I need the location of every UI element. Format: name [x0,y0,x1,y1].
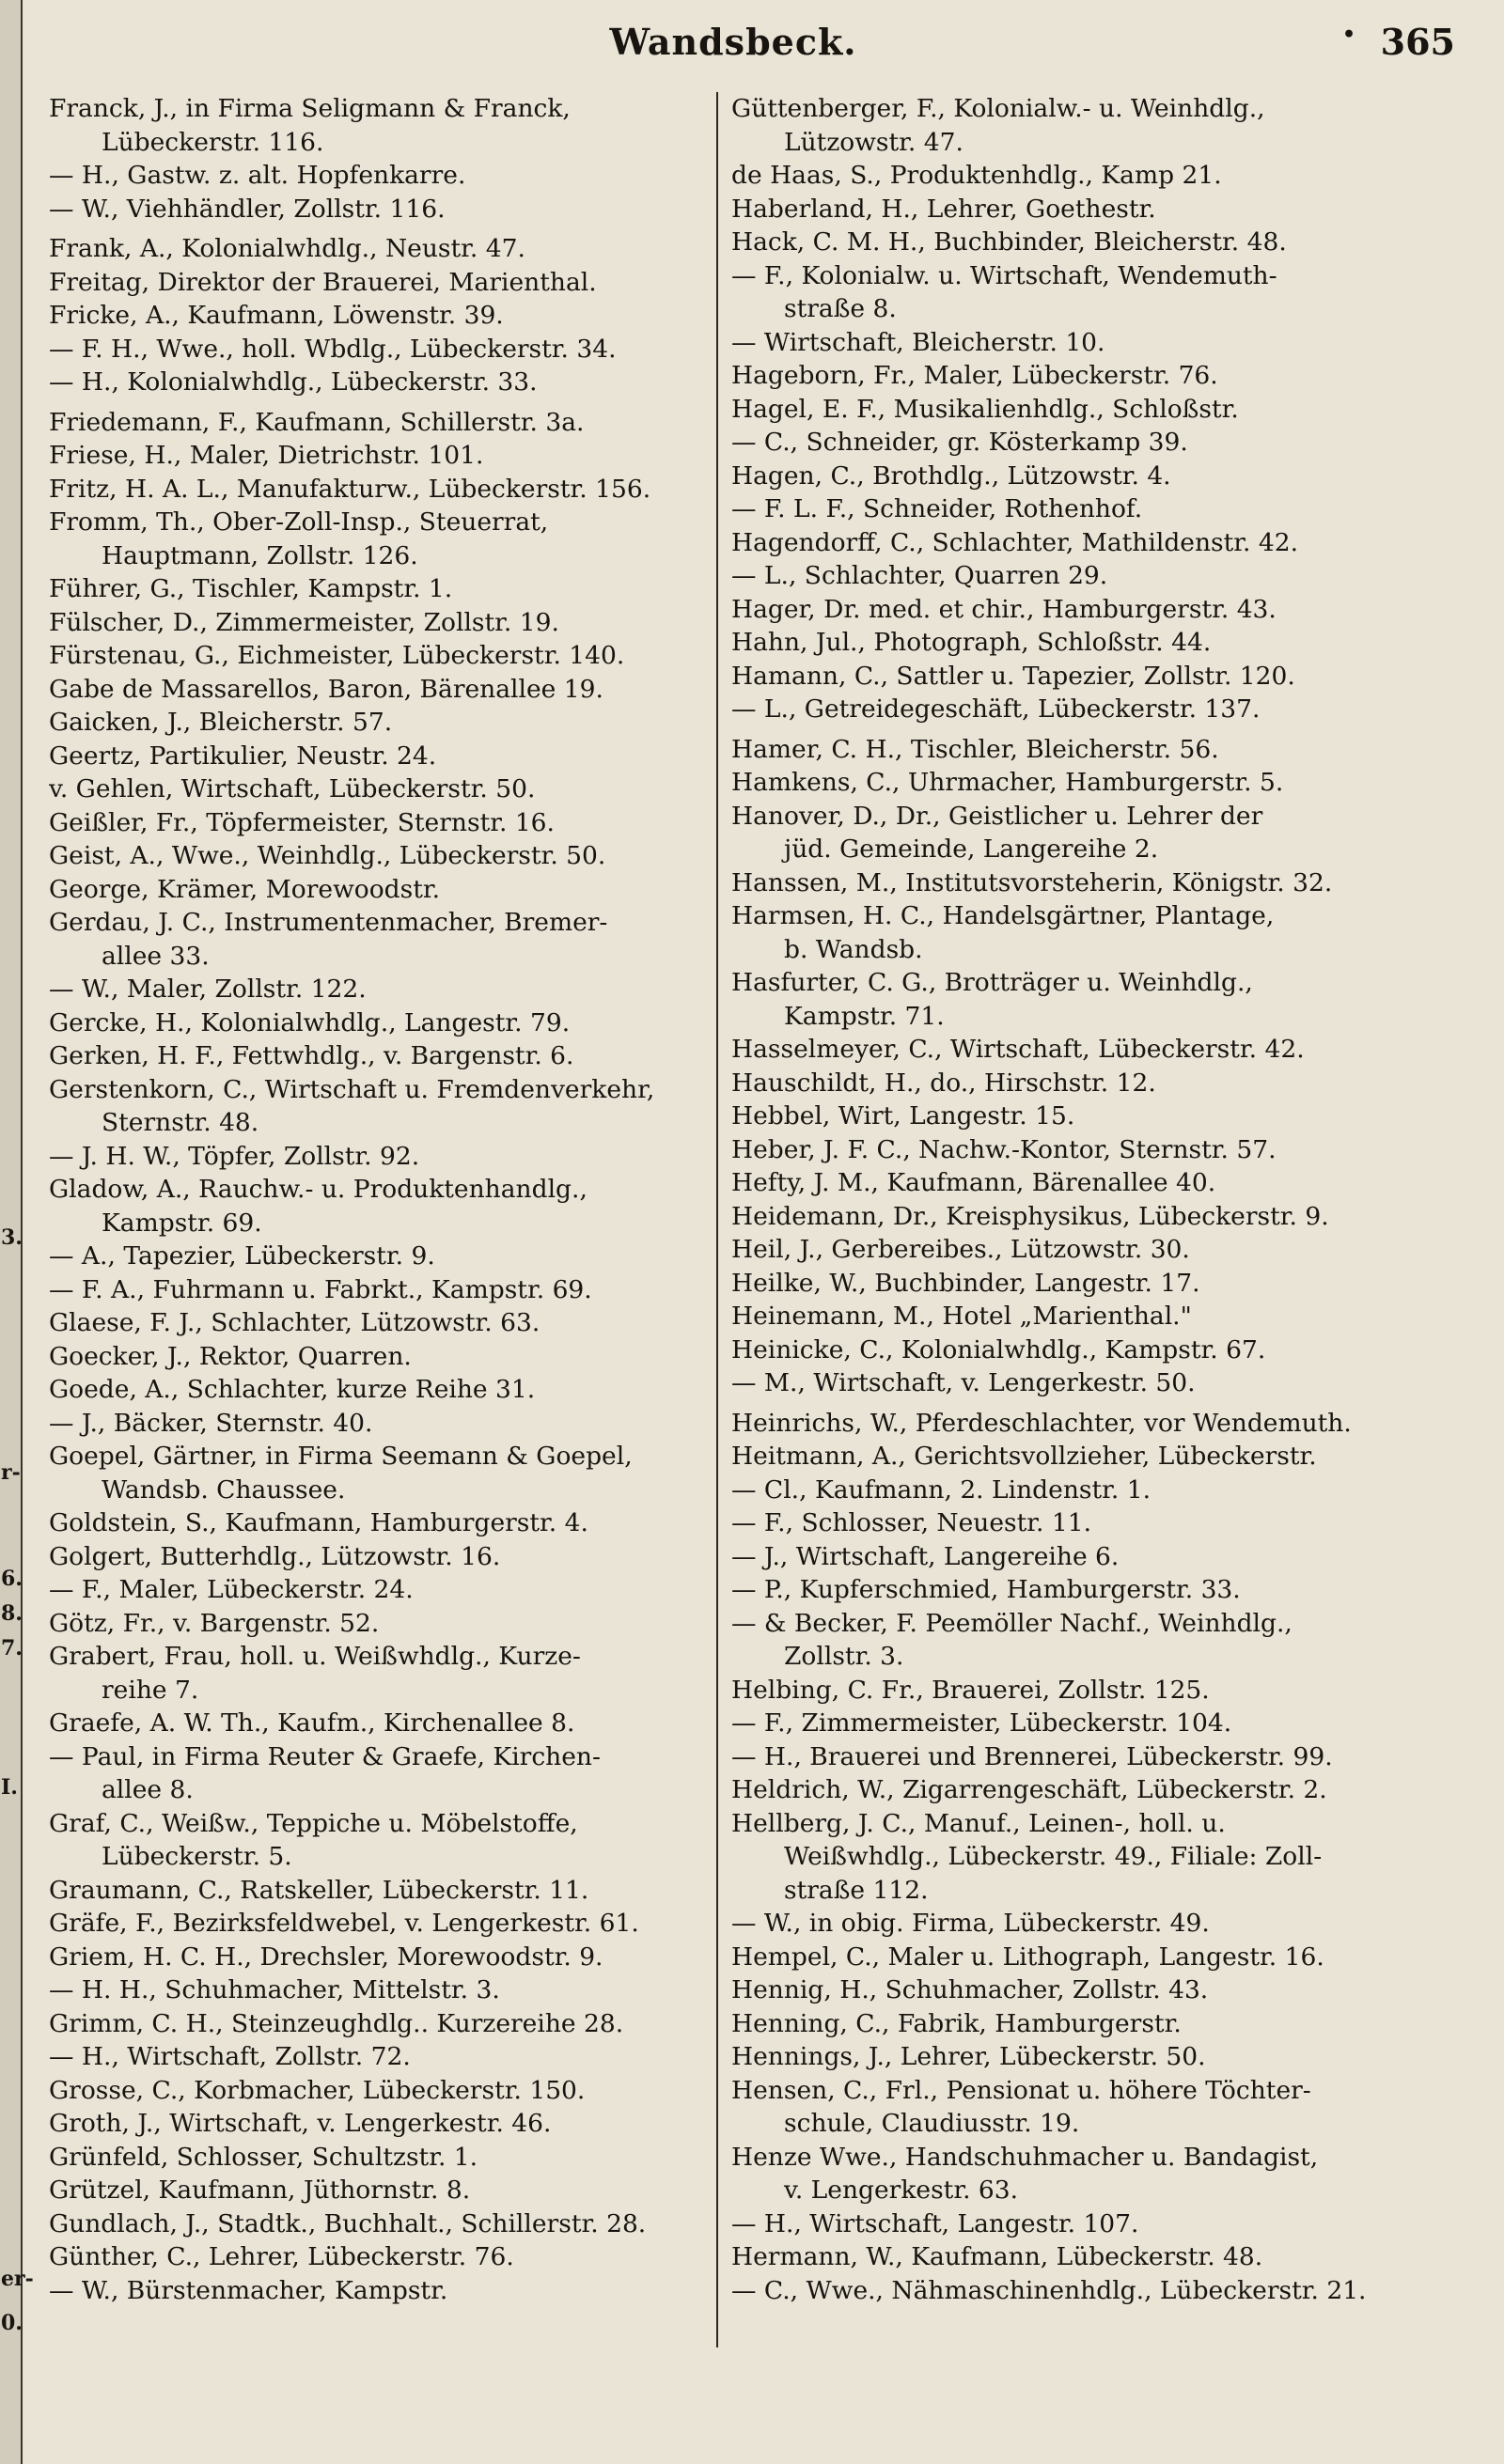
edge-fragment: 0. [1,2311,23,2335]
directory-entry: — F., Maler, Lübeckerstr. 24. [49,1575,414,1604]
adjacent-page-fragments [0,0,34,2464]
edge-fragment: r- [1,1460,21,1485]
entry-continuation-line: Hauptmann, Zollstr. 126. [102,540,418,570]
directory-entry: Henning, C., Fabrik, Hamburgerstr. [731,2008,1182,2038]
directory-entry: Hebbel, Wirt, Langestr. 15. [731,1101,1075,1131]
directory-entry: — H. H., Schuhmacher, Mittelstr. 3. [49,1975,500,2004]
directory-entry: — M., Wirtschaft, v. Lengerkestr. 50. [731,1368,1196,1397]
directory-entry: Hellberg, J. C., Manuf., Leinen-, holl. u. [731,1808,1226,1838]
directory-entry: Goepel, Gärtner, in Firma Seemann & Goepel, [49,1442,633,1471]
directory-entry: Harmsen, H. C., Handelsgärtner, Plantage, [731,901,1275,930]
directory-entry: Heldrich, W., Zigarrengeschäft, Lübeckerstr. 2. [731,1775,1327,1804]
directory-entry: Gercke, H., Kolonialwhdlg., Langestr. 79. [49,1007,571,1037]
directory-entry: Freitag, Direktor der Brauerei, Marienthal. [49,267,597,297]
directory-entry: Hahn, Jul., Photograph, Schloßstr. 44. [731,628,1212,657]
directory-entry: Günther, C., Lehrer, Lübeckerstr. 76. [49,2242,514,2271]
directory-entry: Glaese, F. J., Schlachter, Lützowstr. 63. [49,1308,540,1337]
directory-entry: de Haas, S., Produktenhdlg., Kamp 21. [731,161,1222,190]
directory-entry: Grützel, Kaufmann, Jüthornstr. 8. [49,2175,471,2205]
directory-entry: Grimm, C. H., Steinzeughdlg.. Kurzereihe 28. [49,2008,624,2038]
directory-entry: — J. H. W., Töpfer, Zollstr. 92. [49,1141,420,1171]
header-dot: • [1341,23,1355,47]
directory-entry: Hanover, D., Dr., Geistlicher u. Lehrer der [731,801,1263,831]
directory-entry: Heilke, W., Buchbinder, Langestr. 17. [731,1268,1200,1298]
entry-continuation-line: allee 8. [102,1775,194,1804]
directory-entry: Goede, A., Schlachter, kurze Reihe 31. [49,1375,536,1404]
directory-entry: Grünfeld, Schlosser, Schultzstr. 1. [49,2142,478,2172]
directory-entry: Grosse, C., Korbmacher, Lübeckerstr. 150. [49,2075,586,2105]
directory-entry: Geertz, Partikulier, Neustr. 24. [49,741,437,771]
directory-entry: — C., Schneider, gr. Kösterkamp 39. [731,428,1188,457]
directory-entry: Graumann, C., Ratskeller, Lübeckerstr. 11. [49,1875,589,1905]
directory-entry: Geist, A., Wwe., Weinhdlg., Lübeckerstr. 50. [49,841,606,870]
directory-entry: — H., Gastw. z. alt. Hopfenkarre. [49,161,466,190]
directory-entry: Fromm, Th., Ober-Zoll-Insp., Steuerrat, [49,507,549,537]
directory-entry: Götz, Fr., v. Bargenstr. 52. [49,1608,380,1638]
directory-entry: Gabe de Massarellos, Baron, Bärenallee 19. [49,674,603,704]
page-number: 365 [1380,21,1455,63]
directory-entry: — P., Kupferschmied, Hamburgerstr. 33. [731,1575,1241,1604]
directory-entry: — W., Bürstenmacher, Kampstr. [49,2275,448,2305]
directory-entry: Hennings, J., Lehrer, Lübeckerstr. 50. [731,2042,1206,2071]
directory-entry: George, Krämer, Morewoodstr. [49,874,441,904]
directory-entry: Hager, Dr. med. et chir., Hamburgerstr. 43. [731,594,1277,624]
directory-entry: — H., Wirtschaft, Langestr. 107. [731,2208,1139,2238]
directory-entry: Hack, C. M. H., Buchbinder, Bleicherstr. 48. [731,227,1287,257]
directory-entry: — H., Brauerei und Brennerei, Lübeckerstr. 99. [731,1741,1333,1771]
directory-entry: Hennig, H., Schuhmacher, Zollstr. 43. [731,1975,1209,2004]
edge-fragment: 8. [1,1601,23,1626]
directory-entry: Fülscher, D., Zimmermeister, Zollstr. 19. [49,607,559,637]
left-column [49,92,712,2307]
directory-entry: Hermann, W., Kaufmann, Lübeckerstr. 48. [731,2242,1263,2271]
entry-continuation-line: Kampstr. 71. [784,1001,945,1031]
directory-entry: Hamann, C., Sattler u. Tapezier, Zollstr. 120. [731,661,1295,691]
directory-entry: Friese, H., Maler, Dietrichstr. 101. [49,441,484,470]
directory-entry: Heidemann, Dr., Kreisphysikus, Lübeckerstr. 9. [731,1201,1329,1231]
directory-entry: — L., Schlachter, Quarren 29. [731,561,1108,590]
entry-continuation-line: Kampstr. 69. [102,1208,262,1238]
entry-continuation-line: reihe 7. [102,1675,199,1705]
directory-entry: Frank, A., Kolonialwhdlg., Neustr. 47. [49,234,525,263]
directory-entry: Heber, J. F. C., Nachw.-Kontor, Sternstr. 57. [731,1134,1277,1164]
directory-entry: Gerdau, J. C., Instrumentenmacher, Bremer- [49,908,608,937]
directory-entry: — & Becker, F. Peemöller Nachf., Weinhdlg., [731,1608,1292,1638]
directory-entry: — W., in obig. Firma, Lübeckerstr. 49. [731,1909,1210,1938]
directory-entry: Haberland, H., Lehrer, Goethestr. [731,194,1156,224]
directory-entry: — F., Schlosser, Neuestr. 11. [731,1508,1092,1537]
directory-entry: — Wirtschaft, Bleicherstr. 10. [731,327,1105,357]
directory-entry: Golgert, Butterhdlg., Lützowstr. 16. [49,1541,501,1571]
entry-continuation-line: Zollstr. 3. [784,1642,904,1671]
edge-fragment: 3. [1,1225,23,1250]
directory-entry: Gladow, A., Rauchw.- u. Produktenhandlg., [49,1175,588,1204]
directory-entry: Goldstein, S., Kaufmann, Hamburgerstr. 4. [49,1508,588,1537]
directory-entry: Graefe, A. W. Th., Kaufm., Kirchenallee 8. [49,1708,575,1738]
directory-entry: Hasfurter, C. G., Brotträger u. Weinhdlg., [731,968,1253,997]
directory-entry: Gaicken, J., Bleicherstr. 57. [49,708,393,737]
directory-entry: — F., Kolonialw. u. Wirtschaft, Wendemuth- [731,260,1277,290]
edge-fragment: I. [1,1775,18,1800]
directory-entry: — A., Tapezier, Lübeckerstr. 9. [49,1241,435,1271]
directory-entry: — W., Maler, Zollstr. 122. [49,975,367,1004]
entry-continuation-line: b. Wandsb. [784,934,923,964]
directory-entry: Henze Wwe., Handschuhmacher u. Bandagist, [731,2142,1319,2172]
directory-entry: Heinicke, C., Kolonialwhdlg., Kampstr. 67. [731,1334,1266,1365]
directory-entry: Hensen, C., Frl., Pensionat u. höhere Töchter- [731,2075,1311,2105]
entry-continuation-line: v. Lengerkestr. 63. [784,2175,1019,2205]
directory-entry: — F. A., Fuhrmann u. Fabrkt., Kampstr. 69. [49,1274,592,1304]
directory-entry: — C., Wwe., Nähmaschinenhdlg., Lübeckerstr. 21. [731,2275,1367,2305]
directory-entry: Gerken, H. F., Fettwhdlg., v. Bargenstr. 6. [49,1041,574,1070]
directory-entry: Heitmann, A., Gerichtsvollzieher, Lübeckerstr. [731,1442,1317,1471]
entry-continuation-line: straße 112. [784,1875,929,1905]
directory-entry: Heil, J., Gerbereibes., Lützowstr. 30. [731,1235,1190,1264]
entry-continuation-line: schule, Claudiusstr. 19. [784,2109,1080,2138]
edge-fragment: er- [1,2267,34,2291]
directory-entry: Hempel, C., Maler u. Lithograph, Langestr. 16. [731,1942,1324,1972]
directory-entry: Griem, H. C. H., Drechsler, Morewoodstr. 9. [49,1942,603,1972]
directory-entry: Hauschildt, H., do., Hirschstr. 12. [731,1068,1156,1098]
page-header [56,21,1455,68]
directory-entry: Helbing, C. Fr., Brauerei, Zollstr. 125. [731,1675,1210,1705]
directory-entry: Grabert, Frau, holl. u. Weißwhdlg., Kurze- [49,1642,581,1671]
entry-continuation-line: Weißwhdlg., Lübeckerstr. 49., Filiale: Zoll- [784,1842,1323,1871]
edge-fragment: 7. [1,1636,23,1661]
directory-entry: Heinrichs, W., Pferdeschlachter, vor Wendemuth. [731,1408,1352,1438]
directory-entry: Gräfe, F., Bezirksfeldwebel, v. Lengerkestr. 61. [49,1909,639,1938]
entry-continuation-line: allee 33. [102,941,210,971]
directory-entry: Groth, J., Wirtschaft, v. Lengerkestr. 46. [49,2109,552,2138]
directory-entry: Hagen, C., Brothdlg., Lützowstr. 4. [731,460,1171,491]
directory-entry: Fritz, H. A. L., Manufakturw., Lübeckerstr. 156. [49,474,651,504]
directory-entry: — J., Bäcker, Sternstr. 40. [49,1408,373,1438]
entry-continuation-line: Lützowstr. 47. [784,127,964,157]
directory-entry: Hamer, C. H., Tischler, Bleicherstr. 56. [731,734,1219,764]
edge-fragment: 6. [1,1567,23,1591]
entry-continuation-line: Sternstr. 48. [102,1108,259,1137]
directory-entry: Hagel, E. F., Musikalienhdlg., Schloßstr. [731,394,1239,424]
directory-entry: Hamkens, C., Uhrmacher, Hamburgerstr. 5. [731,768,1284,797]
directory-entry: — L., Getreidegeschäft, Lübeckerstr. 137. [731,694,1261,724]
directory-entry: — F. H., Wwe., holl. Wbdlg., Lübeckerstr. 34. [49,334,617,364]
directory-entry: v. Gehlen, Wirtschaft, Lübeckerstr. 50. [49,774,536,803]
directory-entry: Hagendorff, C., Schlachter, Mathildenstr. 42. [731,527,1299,557]
directory-entry: — J., Wirtschaft, Langereihe 6. [731,1541,1120,1571]
directory-entry: Gerstenkorn, C., Wirtschaft u. Fremdenverkehr, [49,1074,655,1104]
directory-entry: Geißler, Fr., Töpfermeister, Sternstr. 16. [49,807,555,837]
directory-entry: — H., Wirtschaft, Zollstr. 72. [49,2042,411,2071]
directory-entry: Führer, G., Tischler, Kampstr. 1. [49,574,453,603]
directory-entry: Fricke, A., Kaufmann, Löwenstr. 39. [49,301,504,330]
directory-entry: Friedemann, F., Kaufmann, Schillerstr. 3a. [49,407,585,437]
directory-entry: — F. L. F., Schneider, Rothenhof. [731,494,1143,523]
directory-entry: Hasselmeyer, C., Wirtschaft, Lübeckerstr. 42. [731,1035,1305,1064]
directory-entry: Heinemann, M., Hotel „Marienthal." [731,1302,1192,1331]
entry-continuation-line: straße 8. [784,294,897,323]
directory-entry: — Paul, in Firma Reuter & Graefe, Kirchen- [49,1741,601,1771]
directory-entry: Goecker, J., Rektor, Quarren. [49,1341,412,1371]
directory-entry: Franck, J., in Firma Seligmann & Franck, [49,94,571,123]
entry-continuation-line: jüd. Gemeinde, Langereihe 2. [784,834,1159,864]
directory-entry: Hefty, J. M., Kaufmann, Bärenallee 40. [731,1168,1216,1197]
directory-entry: — W., Viehhändler, Zollstr. 116. [49,194,446,224]
entry-continuation-line: Lübeckerstr. 5. [102,1842,292,1871]
directory-entry: — F., Zimmermeister, Lübeckerstr. 104. [731,1708,1232,1738]
directory-entry: Güttenberger, F., Kolonialw.- u. Weinhdlg., [731,94,1265,123]
directory-entry: Fürstenau, G., Eichmeister, Lübeckerstr. 140. [49,641,625,670]
page-title: Wandsbeck. [609,21,857,63]
directory-entry: Hageborn, Fr., Maler, Lübeckerstr. 76. [731,361,1218,390]
column-divider [716,92,718,2347]
directory-entry: Gundlach, J., Stadtk., Buchhalt., Schillerstr. 28. [49,2208,647,2238]
directory-entry: Graf, C., Weißw., Teppiche u. Möbelstoffe, [49,1808,578,1838]
directory-entry: — Cl., Kaufmann, 2. Lindenstr. 1. [731,1474,1152,1505]
right-column [731,92,1406,2307]
entry-continuation-line: Lübeckerstr. 116. [102,127,324,157]
entry-continuation-line: Wandsb. Chaussee. [102,1474,346,1505]
directory-entry: — H., Kolonialwhdlg., Lübeckerstr. 33. [49,367,538,397]
directory-entry: Hanssen, M., Institutsvorsteherin, Königstr. 32. [731,867,1333,897]
